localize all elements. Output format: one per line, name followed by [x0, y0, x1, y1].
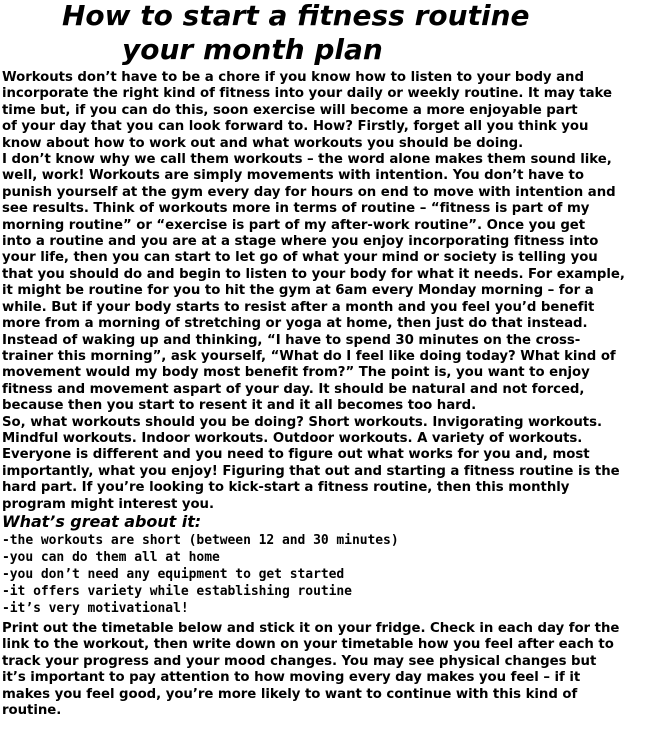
text-line: I don’t know why we call them workouts – the word alone makes them sound like,	[2, 152, 612, 168]
text-line: makes you feel good, you’re more likely to want to continue with this kind of	[2, 686, 578, 702]
list-item: -it offers variety while establishing routine	[2, 583, 352, 599]
list-item: -you don’t need any equipment to get started	[2, 566, 345, 582]
intro-paragraph	[2, 70, 650, 152]
text-line: more from a morning of stretching or yoga at home, then just do that instead.	[2, 316, 588, 332]
text-line: because then you start to resent it and it all becomes too hard.	[2, 398, 477, 414]
subheading: What’s great about it:	[2, 511, 202, 531]
text-line: program might interest you.	[2, 496, 214, 512]
text-line: hard part. If you’re looking to kick-start a fitness routine, then this monthly	[2, 480, 570, 496]
text-line: into a routine and you are at a stage where you enjoy incorporating fitness into	[2, 234, 599, 250]
text-line: Print out the timetable below and stick it on your fridge. Check in each day for the	[2, 620, 620, 636]
list-item: -the workouts are short (between 12 and 30 minutes)	[2, 532, 399, 548]
text-line: well, work! Workouts are simply movements with intention. You don’t have to	[2, 168, 584, 184]
text-line: know about how to work out and what workouts you should be doing.	[2, 135, 524, 151]
text-line: So, what workouts should you be doing? Short workouts. Invigorating workouts.	[2, 414, 602, 430]
article-body	[2, 70, 650, 719]
text-line: see results. Think of workouts more in terms of routine – “fitness is part of my	[2, 201, 590, 217]
text-line: importantly, what you enjoy! Figuring that out and starting a fitness routine is the	[2, 463, 620, 479]
text-line: incorporate the right kind of fitness into your daily or weekly routine. It may take	[2, 86, 612, 102]
text-line: it’s important to pay attention to how moving every day makes you feel – if it	[2, 670, 581, 686]
list-item: -it’s very motivational!	[2, 600, 189, 616]
which-workouts-paragraph	[2, 415, 650, 513]
benefits-list	[2, 532, 650, 617]
workouts-paragraph	[2, 152, 650, 415]
text-line: your life, then you can start to let go of what your mind or society is telling you	[2, 250, 598, 266]
title-line-1: How to start a fitness routine	[62, 0, 530, 32]
text-line: routine.	[2, 703, 62, 718]
text-line: movement would my body most benefit from?” The point is, you want to enjoy	[2, 365, 590, 381]
text-line: it might be routine for you to hit the gym at 6am every Monday morning – for a	[2, 283, 594, 299]
text-line: fitness and movement aspart of your day. It should be natural and not forced,	[2, 381, 585, 397]
closing-paragraph	[2, 621, 650, 719]
text-line: of your day that you can look forward to. How? Firstly, forget all you think you	[2, 119, 589, 135]
text-line: trainer this morning”, ask yourself, “What do I feel like doing today? What kind of	[2, 348, 616, 364]
text-line: that you should do and begin to listen to your body for what it needs. For example,	[2, 266, 625, 282]
text-line: morning routine” or “exercise is part of my after-work routine”. Once you get	[2, 217, 586, 233]
text-line: Mindful workouts. Indoor workouts. Outdoor workouts. A variety of workouts.	[2, 430, 583, 446]
text-line: Instead of waking up and thinking, “I have to spend 30 minutes on the cross-	[2, 332, 581, 348]
text-line: punish yourself at the gym every day for hours on end to move with intention and	[2, 184, 616, 200]
list-item: -you can do them all at home	[2, 549, 220, 565]
text-line: while. But if your body starts to resist after a month and you feel you’d benefit	[2, 299, 595, 315]
title-line-2: your month plan	[122, 33, 383, 66]
text-line: time but, if you can do this, soon exercise will become a more enjoyable part	[2, 102, 578, 118]
text-line: Everyone is different and you need to figure out what works for you and, most	[2, 447, 590, 463]
text-line: link to the workout, then write down on your timetable how you feel after each to	[2, 637, 614, 653]
text-line: Workouts don’t have to be a chore if you know how to listen to your body and	[2, 70, 584, 85]
text-line: track your progress and your mood changes. You may see physical changes but	[2, 653, 597, 669]
